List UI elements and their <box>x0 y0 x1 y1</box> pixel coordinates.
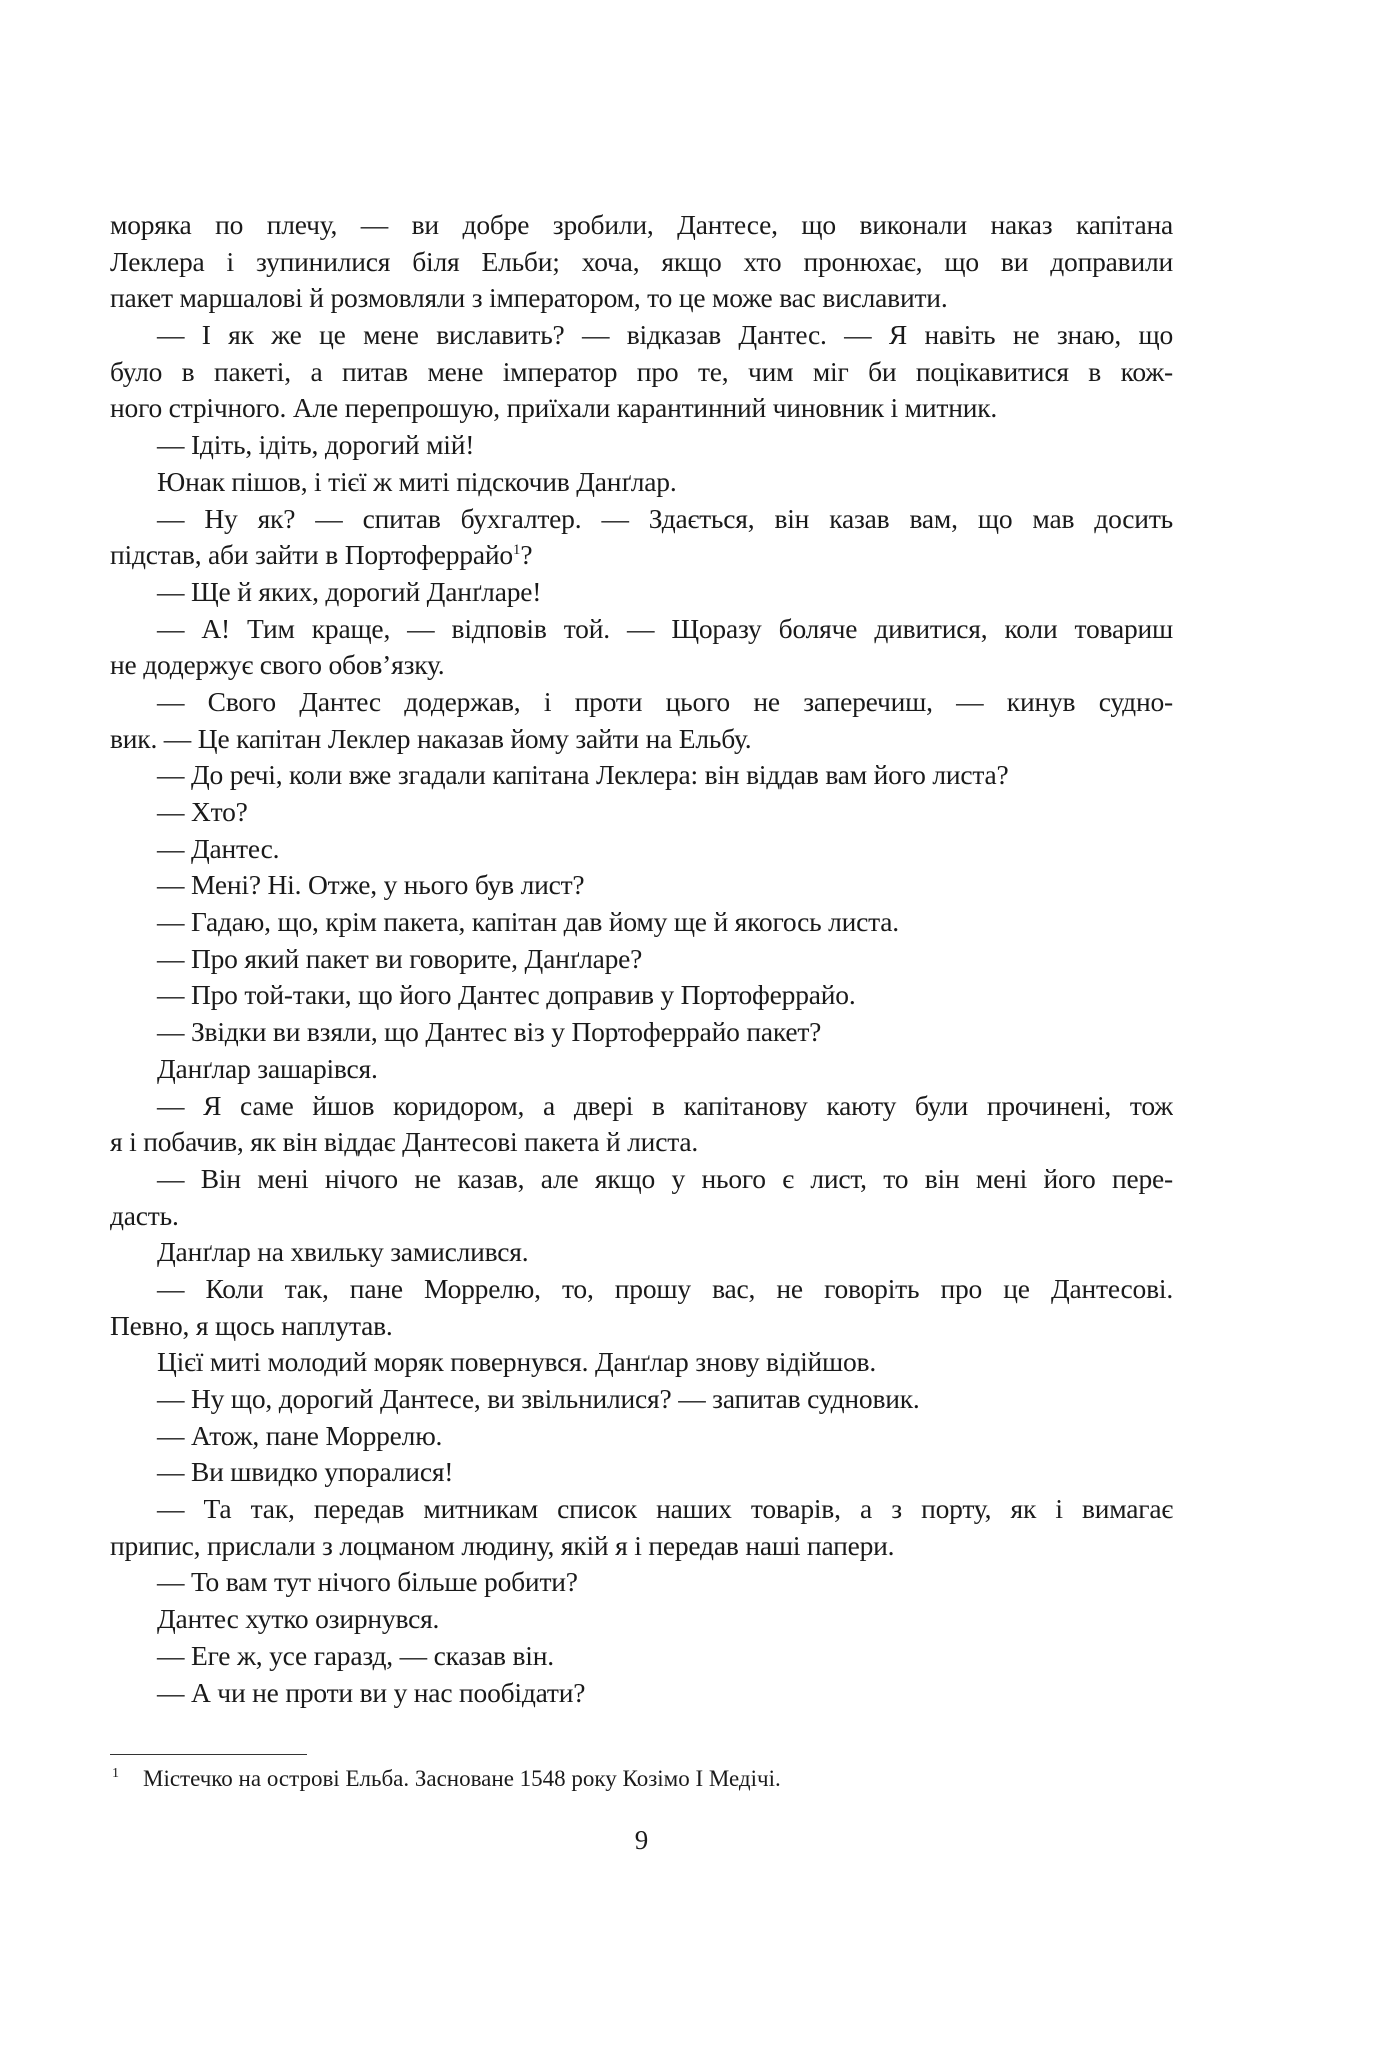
text-line-with-footnote <box>110 537 1173 574</box>
paragraph <box>110 684 1173 757</box>
footnote-text: Містечко на острові Ельба. Засноване 1548 року Козімо I Медічі. <box>143 1766 781 1791</box>
text-line: Цієї миті молодий моряк повернувся. Данґлар знову відійшов. <box>157 1346 877 1378</box>
text-line: Леклера і зупинилися біля Ельби; хоча, якщо хто пронюхає, що ви доправили <box>110 245 1173 277</box>
paragraph <box>110 501 1173 574</box>
paragraph <box>110 1088 1173 1161</box>
text-line: дасть. <box>110 1199 179 1231</box>
paragraph <box>110 1564 1173 1601</box>
text-line: вик. — Це капітан Леклер наказав йому зайти на Ельбу. <box>110 722 752 754</box>
text-line: — Свого Дантес додержав, і проти цього не заперечиш, — кинув судно- <box>157 685 1173 717</box>
text-line: — Звідки ви взяли, що Дантес віз у Портоферрайо пакет? <box>157 1016 822 1048</box>
text-line: припис, прислали з лоцманом людину, якій я і передав наші папери. <box>110 1529 895 1561</box>
paragraph <box>110 317 1173 427</box>
text-line: — Гадаю, що, крім пакета, капітан дав йому ще й якогось листа. <box>157 906 899 938</box>
text-line: я і побачив, як він віддає Дантесові пакета й листа. <box>110 1126 699 1158</box>
text-line: — То вам тут нічого більше робити? <box>157 1566 578 1598</box>
text-line: Данґлар зашарівся. <box>157 1052 378 1084</box>
paragraph <box>110 1051 1173 1088</box>
page-number: 9 <box>634 1825 649 1855</box>
text-line: — Хто? <box>157 796 248 827</box>
text-line: Юнак пішов, і тієї ж миті підскочив Данґлар. <box>157 465 677 497</box>
paragraph <box>110 574 1173 611</box>
paragraph <box>110 1234 1173 1271</box>
paragraph <box>110 757 1173 794</box>
text-line: — Та так, передав митникам список наших товарів, а з порту, як і вимагає <box>157 1493 1173 1525</box>
paragraph <box>110 1014 1173 1051</box>
text-line: — Він мені нічого не казав, але якщо у нього є лист, то він мені його пере- <box>157 1162 1173 1194</box>
text-line: — І як же це мене виславить? — відказав Дантес. — Я навіть не знаю, що <box>157 319 1173 351</box>
paragraph <box>110 831 1173 868</box>
paragraph <box>110 977 1173 1014</box>
paragraph <box>110 1675 1173 1712</box>
text-line: моряка по плечу, — ви добре зробили, Дантесе, що виконали наказ капітана <box>110 209 1173 240</box>
text-line: — Про який пакет ви говорите, Данґларе? <box>157 942 643 974</box>
paragraph <box>110 794 1173 831</box>
text-line: Дантес хутко озирнувся. <box>157 1603 440 1635</box>
text-line: — До речі, коли вже згадали капітана Леклера: він віддав вам його листа? <box>157 759 1009 791</box>
footnote: 1 Містечко на острові Ельба. Засноване 1548 року Козімо I Медічі. <box>112 1766 781 1791</box>
text-line: підстав, аби зайти в Портоферрайо <box>110 539 513 571</box>
text-line: — Дантес. <box>157 832 280 864</box>
text-line: — А чи не проти ви у нас пообідати? <box>157 1676 586 1708</box>
punctuation: ? <box>520 539 533 571</box>
footnote-separator <box>110 1754 307 1755</box>
paragraph <box>110 904 1173 941</box>
paragraph <box>110 1491 1173 1564</box>
paragraph <box>110 1418 1173 1455</box>
text-line: — Мені? Ні. Отже, у нього був лист? <box>157 869 585 901</box>
text-line: — Ну що, дорогий Дантесе, ви звільнилися? — запитав судновик. <box>157 1383 920 1414</box>
paragraph <box>110 941 1173 978</box>
text-line: — Ще й яких, дорогий Данґларе! <box>157 575 542 607</box>
footnote-reference[interactable]: 1 <box>512 542 521 559</box>
paragraph <box>110 207 1173 317</box>
paragraph <box>110 464 1173 501</box>
text-line: — Еге ж, усе гаразд, — сказав він. <box>157 1639 554 1671</box>
text-line: було в пакеті, а питав мене імператор про те, чим міг би поцікавитися в кож- <box>110 355 1173 387</box>
text-line: — Ви швидко упоралися! <box>157 1456 454 1488</box>
paragraph <box>110 1454 1173 1491</box>
paragraph <box>110 867 1173 904</box>
text-line: ного стрічного. Але перепрошую, приїхали карантинний чиновник і митник. <box>110 392 998 424</box>
text-line: — Коли так, пане Моррелю, то, прошу вас, не говоріть про це Дантесові. <box>157 1272 1173 1304</box>
text-line: — Ідіть, ідіть, дорогий мій! <box>157 429 475 461</box>
paragraph <box>110 1344 1173 1381</box>
paragraph <box>110 1638 1173 1675</box>
text-line: пакет маршалові й розмовляли з імператором, то це може вас виславити. <box>110 282 948 314</box>
text-line: Певно, я щось наплутав. <box>110 1309 393 1341</box>
paragraph <box>110 1381 1173 1418</box>
text-line: Данґлар на хвильку замислився. <box>157 1236 529 1268</box>
paragraph <box>110 1161 1173 1234</box>
paragraph <box>110 1271 1173 1344</box>
paragraph <box>110 427 1173 464</box>
paragraph <box>110 1601 1173 1638</box>
body-text <box>110 207 1173 1711</box>
text-line: — Про той-таки, що його Дантес доправив у Портоферрайо. <box>157 979 856 1011</box>
text-line: — Атож, пане Моррелю. <box>157 1419 443 1451</box>
text-line: не додержує свого обов’язку. <box>110 649 445 681</box>
text-line: — А! Тим краще, — відповів той. — Щоразу боляче дивитися, коли товариш <box>157 612 1173 644</box>
text-line: — Я саме йшов коридором, а двері в капітанову каюту були прочинені, тож <box>157 1089 1173 1121</box>
text-line: — Ну як? — спитав бухгалтер. — Здається, він казав вам, що мав досить <box>157 502 1173 534</box>
paragraph <box>110 611 1173 684</box>
